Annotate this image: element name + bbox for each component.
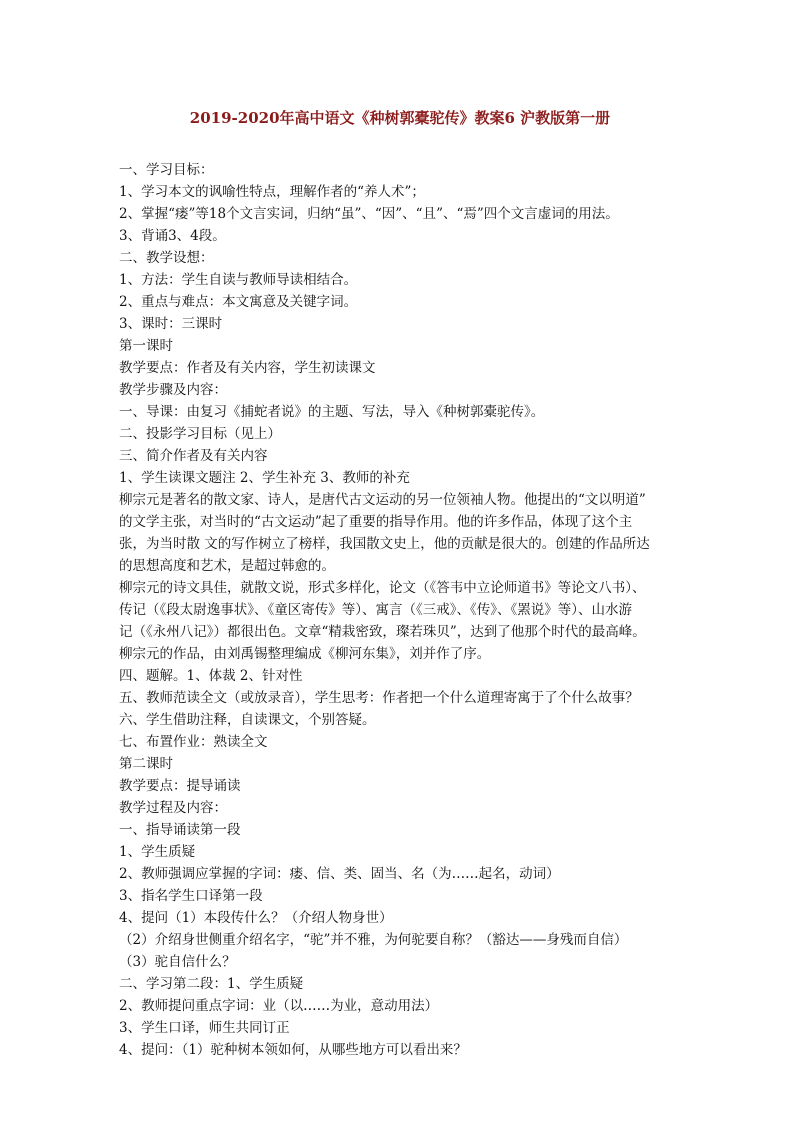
document-body <box>119 159 681 1061</box>
text-line: 2、教师提问重点字词：业（以……为业，意动用法） <box>119 998 439 1014</box>
text-line: （3）驼自信什么？ <box>119 954 236 970</box>
text-line: 2、掌握“瘘”等18个文言实词，归纳“虽”、“因”、“且”、“焉”四个文言虚词的用法。 <box>119 206 619 222</box>
text-line: 四、题解。1、体裁 2、针对性 <box>119 668 303 684</box>
text-line: 教学步骤及内容： <box>119 382 227 398</box>
text-line: 传记（《段太尉逸事状》、《童区寄传》等）、寓言（《三戒》、《传》、《罴说》等）、山水游 <box>119 602 632 618</box>
text-line: 六、学生借助注释，自读课文，个别答疑。 <box>119 712 376 728</box>
text-line: 1、学习本文的讽喻性特点，理解作者的“养人术”； <box>119 184 425 200</box>
text-line: 一、学习目标： <box>119 162 214 178</box>
text-line: 3、课时：三课时 <box>119 316 223 332</box>
text-line: 第二课时 <box>119 756 173 772</box>
text-line: 的思想高度和艺术，是超过韩愈的。 <box>119 558 335 574</box>
text-line: 一、导课：由复习《捕蛇者说》的主题、写法，导入《种树郭橐驼传》。 <box>119 404 545 420</box>
text-line: 一、指导诵读第一段 <box>119 822 241 838</box>
text-line: 的文学主张，对当时的“古文运动”起了重要的指导作用。他的许多作品，体现了这个主 <box>119 514 633 530</box>
text-line: 柳宗元是著名的散文家、诗人，是唐代古文运动的另一位领袖人物。他提出的“文以明道” <box>119 492 646 508</box>
text-line: 2、重点与难点：本文寓意及关键字词。 <box>119 294 358 310</box>
text-line: 1、学生质疑 <box>119 844 196 860</box>
text-line: 七、布置作业：熟读全文 <box>119 734 268 750</box>
text-line: 二、投影学习目标（见上） <box>119 426 281 442</box>
text-line: 1、方法：学生自读与教师导读相结合。 <box>119 272 358 288</box>
text-line: 2、教师强调应掌握的字词：瘘、信、类、固当、名（为……起名，动词） <box>119 866 560 882</box>
text-line: 4、提问：（1）驼种树本领如何，从哪些地方可以看出来？ <box>119 1042 467 1058</box>
text-line: （2）介绍身世侧重介绍名字，“驼”并不雅，为何驼要自称？（豁达——身残而自信） <box>119 932 628 948</box>
text-line: 教学要点：提导诵读 <box>119 778 241 794</box>
text-line: 柳宗元的诗文具佳，就散文说，形式多样化，论文（《答韦中立论师道书》等论文八书）、 <box>119 580 646 596</box>
text-line: 3、背诵3、4段。 <box>119 228 226 244</box>
text-line: 五、教师范读全文（或放录音），学生思考：作者把一个什么道理寄寓于了个什么故事？ <box>119 690 639 706</box>
text-line: 1、学生读课文题注 2、学生补充 3、教师的补充 <box>119 470 410 486</box>
document-title: 2019-2020年高中语文《种树郭橐驼传》教案6 沪教版第一册 <box>189 109 611 127</box>
text-line: 二、学习第二段：1、学生质疑 <box>119 976 304 992</box>
text-line: 教学要点：作者及有关内容，学生初读课文 <box>119 360 376 376</box>
text-line: 教学过程及内容： <box>119 800 227 816</box>
text-line: 柳宗元的作品，由刘禹锡整理编成《柳河东集》，刘并作了序。 <box>119 646 491 662</box>
text-line: 4、提问（1）本段传什么？（介绍人物身世） <box>119 910 393 926</box>
text-line: 第一课时 <box>119 338 173 354</box>
text-line: 记（《永州八记》）都很出色。文章“精栽密致，璨若珠贝”，达到了他那个时代的最高峰。 <box>119 624 646 640</box>
text-line: 3、指名学生口译第一段 <box>119 888 263 904</box>
text-line: 三、简介作者及有关内容 <box>119 448 268 464</box>
text-line: 3、学生口译，师生共同订正 <box>119 1020 290 1036</box>
text-line: 张，为当时散 文的写作树立了榜样，我国散文史上，他的贡献是很大的。创建的作品所达 <box>119 536 650 552</box>
text-line: 二、教学设想： <box>119 250 214 266</box>
